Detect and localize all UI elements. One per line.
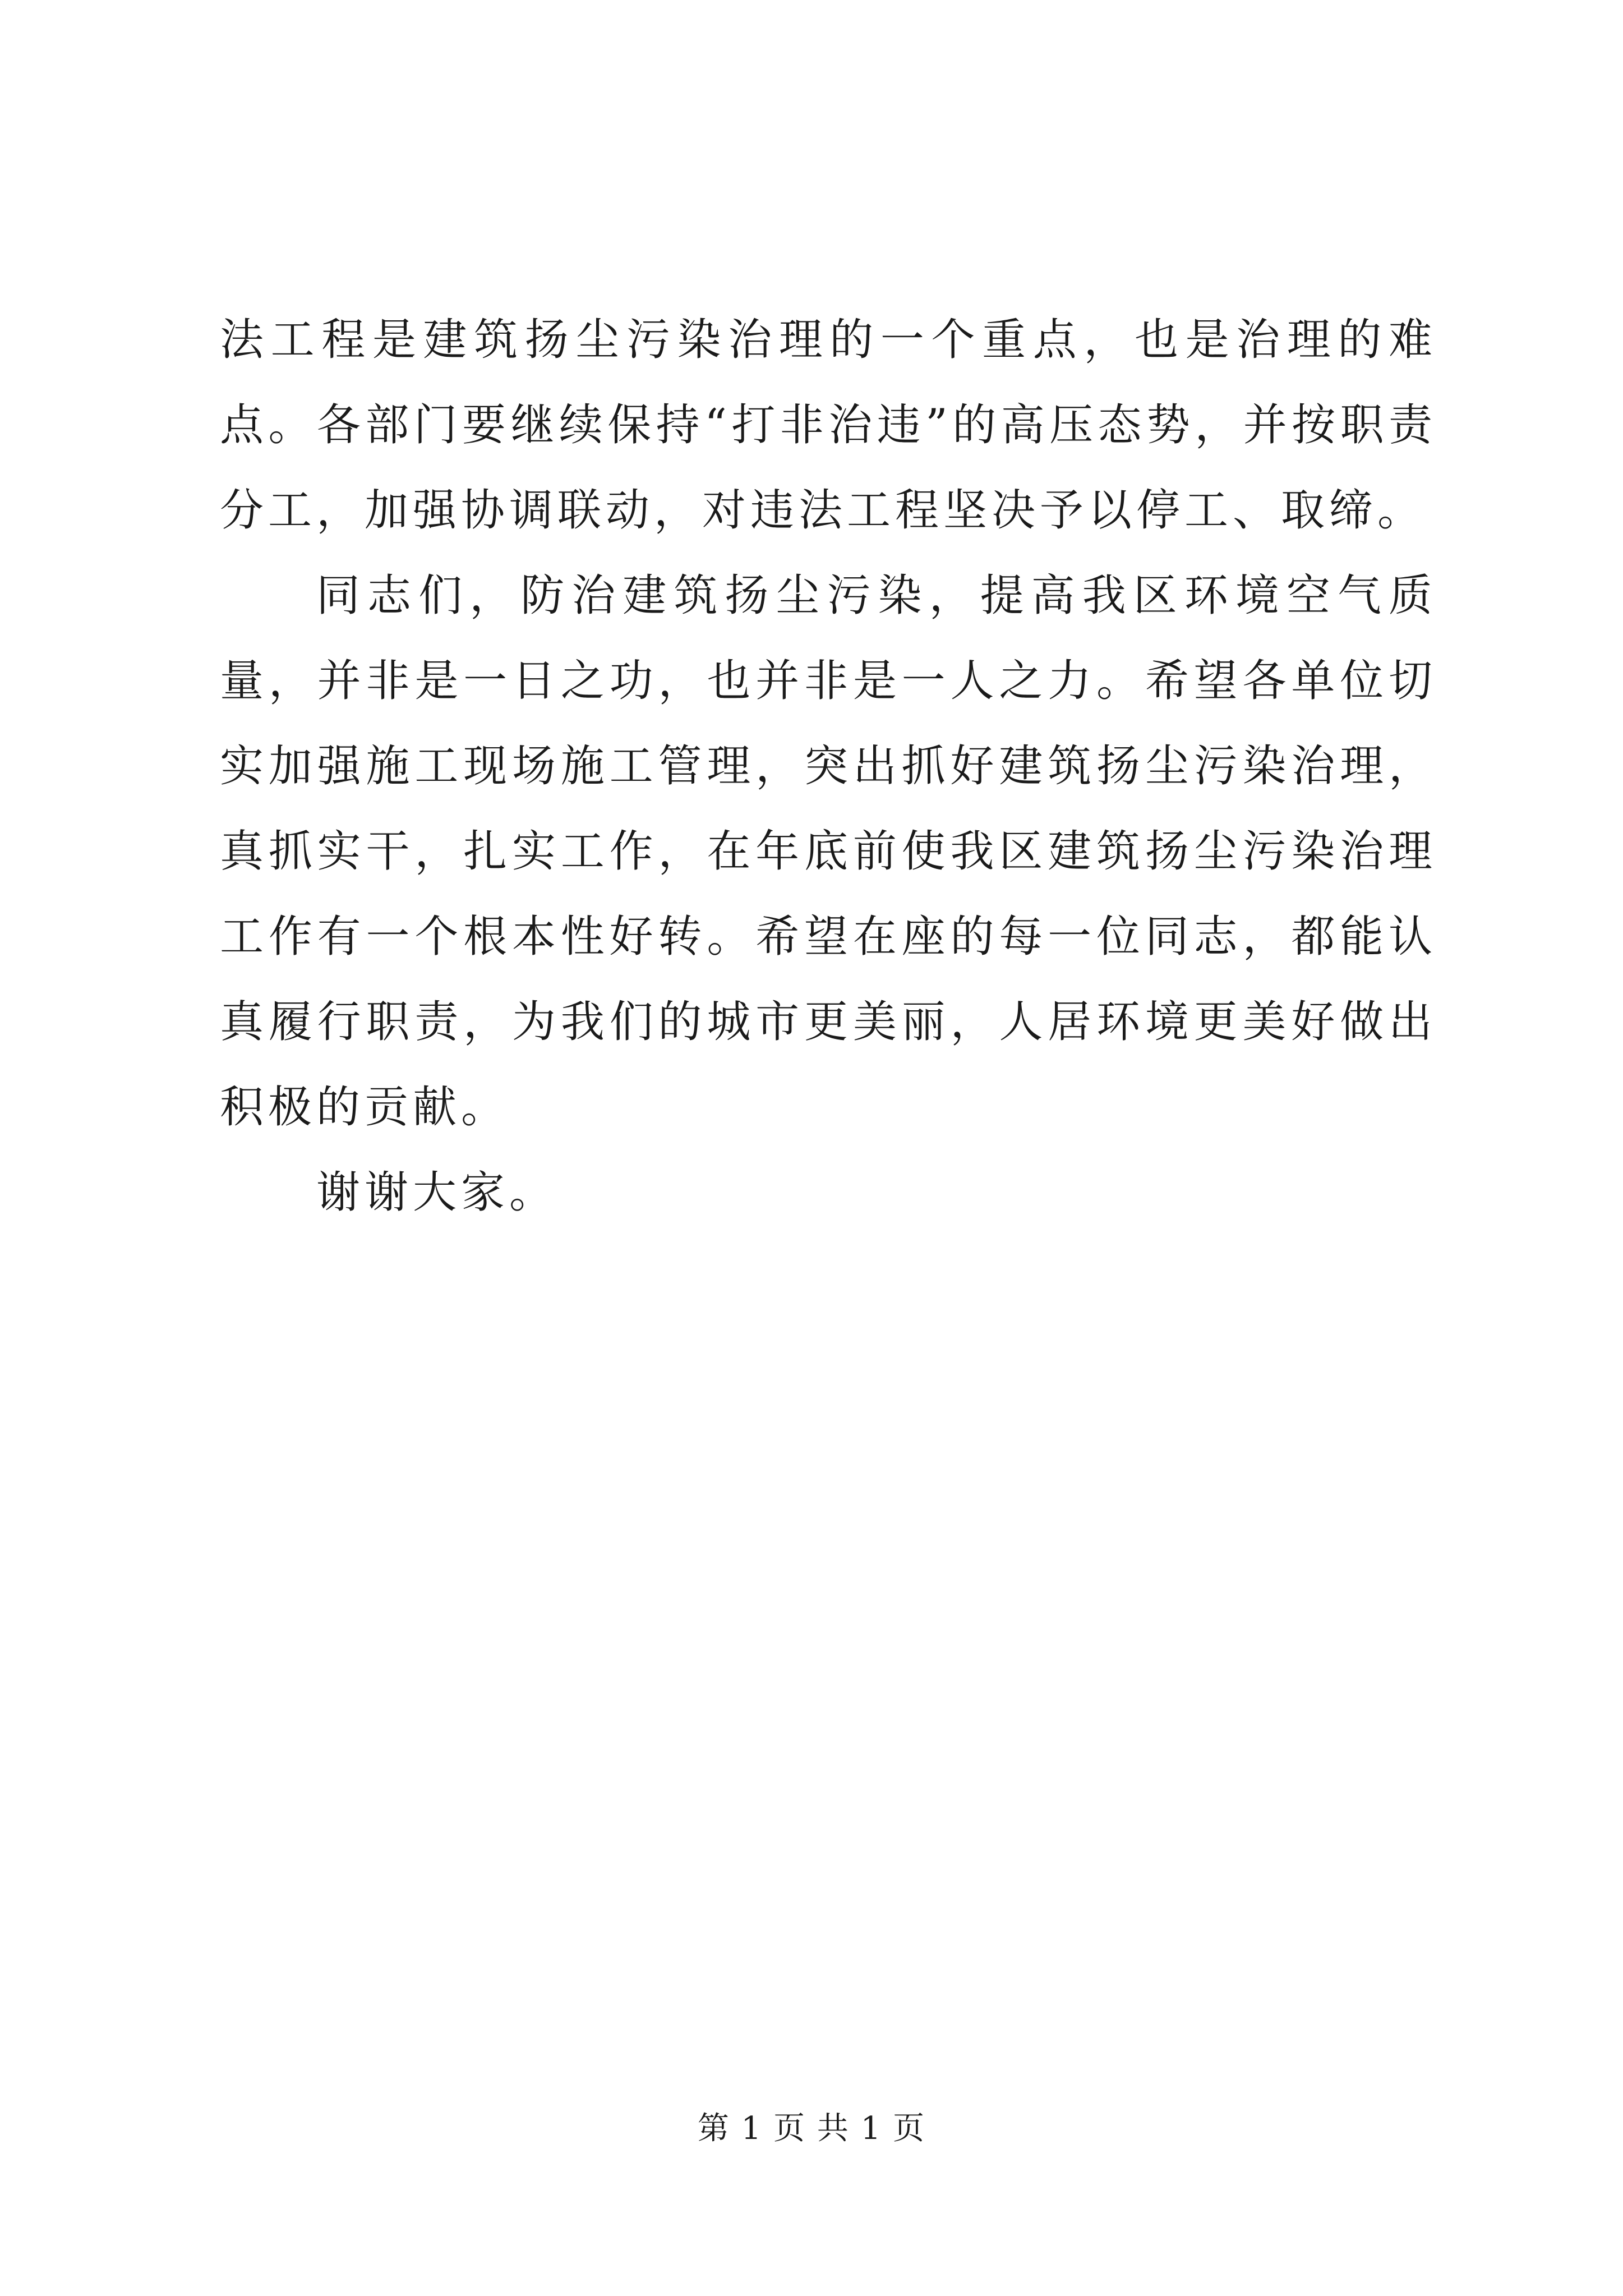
document-body	[220, 297, 1437, 1235]
page-number-footer: 第 1 页 共 1 页	[697, 2110, 926, 2147]
paragraph-closing: 谢谢大家。	[316, 1167, 558, 1218]
paragraph-2: 同志们，防治建筑扬尘污染，提高我区环境空气质量，并非是一日之功，也并非是一人之力。希望各单位切实加强施工现场施工管理，突出抓好建筑扬尘污染治理，真抓实干，扎实工作，在年底前使我区建筑扬尘污染治理工作有一个根本性好转。希望在座的每一位同志，都能认真履行职责，为我们的城市更美丽，人居环境更美好做出积极的贡献。	[220, 570, 1437, 1133]
paragraph-1: 法工程是建筑扬尘污染治理的一个重点，也是治理的难点。各部门要继续保持“打非治违”的高压态势，并按职责分工，加强协调联动，对违法工程坚决予以停工、取缔。	[220, 315, 1437, 536]
